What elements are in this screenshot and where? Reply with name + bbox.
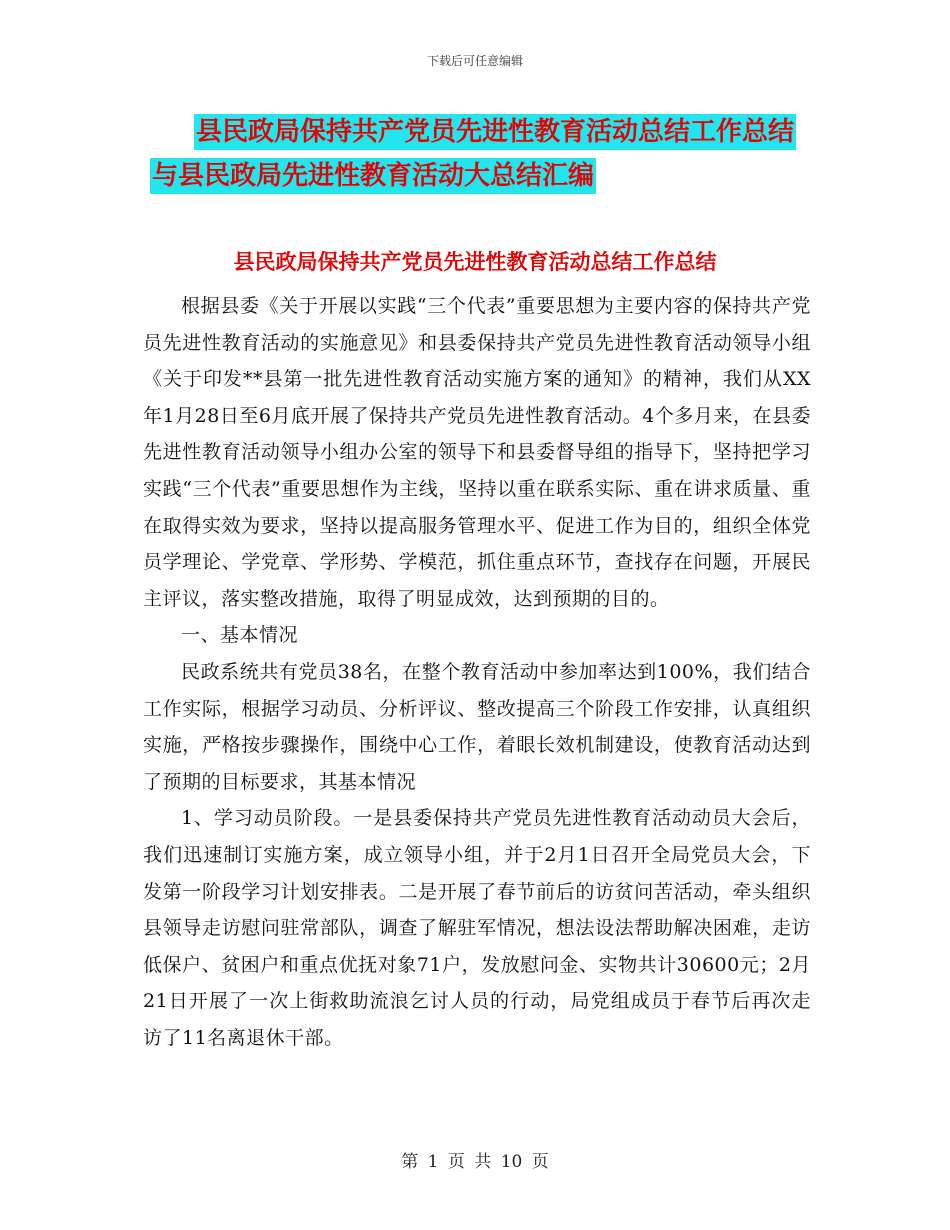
page-number: 第 1 页 共 10 页 (401, 1152, 549, 1172)
title-line-1: 县民政局保持共产党员先进性教育活动总结工作总结 (194, 114, 796, 150)
paragraph-basic-situation: 民政系统共有党员38名，在整个教育活动中参加率达到100%，我们结合工作实际，根据学习动员、分析评议、整改提高三个阶段工作安排，认真组织实施，严格按步骤操作，围绕中心工作，着眼长效机制建设，使教育活动达到了预期的目标要求，其基本情况 (143, 660, 811, 793)
section-title: 县民政局保持共产党员先进性教育活动总结工作总结 (233, 250, 717, 274)
title-line-2: 与县民政局先进性教育活动大总结汇编 (150, 158, 596, 194)
document-body (143, 288, 811, 1056)
document-title (150, 110, 850, 198)
paragraph-study-mobilization: 1、学习动员阶段。一是县委保持共产党员先进性教育活动动员大会后，我们迅速制订实施方案，成立领导小组，并于2月1日召开全局党员大会，下发第一阶段学习计划安排表。二是开展了春节前后的访贫问苦活动，牵头组织县领导走访慰问驻常部队，调查了解驻军情况，想法设法帮助解决困难，走访低保户、贫困户和重点优抚对象71户，发放慰问金、实物共计30600元；2月21日开展了一次上街救助流浪乞讨人员的行动，局党组成员于春节后再次走访了11名离退休干部。 (143, 807, 811, 1049)
page-header-note: 下载后可任意编辑 (426, 54, 523, 68)
heading-basic-situation: 一、基本情况 (181, 624, 299, 647)
paragraph-intro: 根据县委《关于开展以实践“三个代表”重要思想为主要内容的保持共产党员先进性教育活动的实施意见》和县委保持共产党员先进性教育活动领导小组《关于印发**县第一批先进性教育活动实施方案的通知》的精神，我们从XX年1月28日至6月底开展了保持共产党员先进性教育活动。4个多月来，在县委先进性教育活动领导小组办公室的领导下和县委督导组的指导下，坚持把学习实践“三个代表”重要思想作为主线，坚持以重在联系实际、重在讲求质量、重在取得实效为要求，坚持以提高服务管理水平、促进工作为目的，组织全体党员学理论、学党章、学形势、学模范，抓住重点环节，查找存在问题，开展民主评议，落实整改措施，取得了明显成效，达到预期的目的。 (143, 295, 811, 610)
